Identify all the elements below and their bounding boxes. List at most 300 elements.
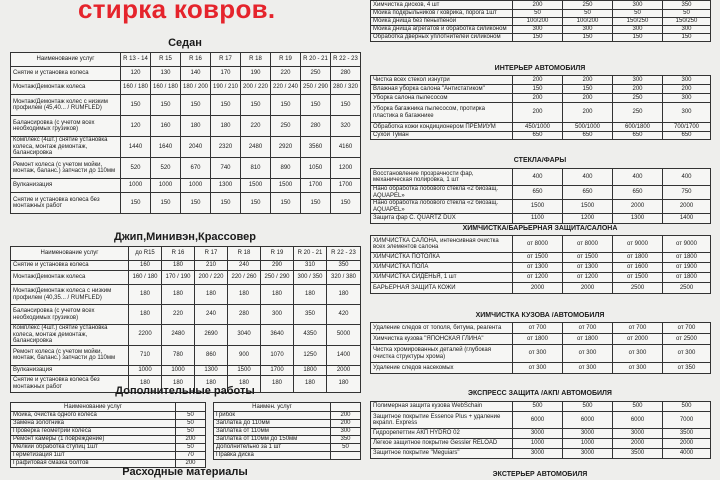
- price-cell: 180: [129, 305, 162, 325]
- price-cell: 190 / 210: [211, 81, 241, 95]
- price-cell: от 700: [663, 323, 711, 334]
- service-name-cell: Проверка геометрии колеса: [11, 428, 176, 436]
- price-cell: 50: [176, 420, 206, 428]
- table-row: [371, 34, 711, 42]
- table-row: [371, 402, 711, 412]
- service-name-cell: Нано обработка лобового стекла «2 биозащ. AQUAPEL»: [371, 186, 513, 200]
- column-header: R 22 - 23: [331, 53, 361, 67]
- price-cell: 150: [151, 95, 181, 116]
- price-cell: 1050: [301, 158, 331, 179]
- price-cell: 290: [261, 261, 294, 271]
- price-cell: от 1800: [663, 253, 711, 263]
- price-cell: от 700: [513, 323, 563, 334]
- price-cell: 2500: [663, 283, 711, 294]
- price-cell: 2000: [563, 283, 613, 294]
- price-cell: 1000: [129, 365, 162, 375]
- table-header-row: [11, 53, 361, 67]
- express-table: [370, 401, 711, 459]
- table-row: [214, 436, 361, 444]
- service-name-cell: Комплекс (4шт.) снятие установка колеса, монтаж демонтаж, балансировка: [11, 325, 129, 346]
- price-cell: 860: [195, 345, 228, 365]
- interior-table: [370, 75, 711, 140]
- price-cell: 650: [563, 186, 613, 200]
- price-cell: 280: [228, 305, 261, 325]
- table-row: [371, 323, 711, 334]
- price-cell: 200 / 220: [195, 271, 228, 285]
- price-cell: 180: [261, 375, 294, 392]
- price-cell: 810: [241, 158, 271, 179]
- price-cell: 1000: [162, 365, 195, 375]
- price-cell: 1000: [151, 179, 181, 193]
- price-cell: 150: [513, 34, 563, 42]
- table-row: [371, 334, 711, 345]
- price-cell: 180: [162, 261, 195, 271]
- price-cell: 3560: [301, 137, 331, 158]
- column-header: R 17: [211, 53, 241, 67]
- price-cell: 1400: [663, 214, 711, 224]
- price-cell: 2000: [613, 439, 663, 449]
- price-cell: 150: [613, 34, 663, 42]
- column-header: Наименование услуг: [11, 53, 121, 67]
- table-row: [371, 26, 711, 34]
- price-cell: 190: [241, 67, 271, 81]
- table-row: [11, 179, 361, 193]
- price-cell: 150: [151, 193, 181, 214]
- price-cell: 1500: [228, 365, 261, 375]
- price-cell: 300: [613, 1, 663, 10]
- price-cell: от 300: [663, 345, 711, 363]
- table-row: [371, 76, 711, 85]
- price-cell: 150: [121, 193, 151, 214]
- price-cell: от 1800: [563, 334, 613, 345]
- price-cell: 650: [663, 132, 711, 140]
- price-cell: 1500: [563, 200, 613, 214]
- price-cell: 1500: [241, 179, 271, 193]
- table-row: [11, 325, 361, 346]
- price-cell: [331, 452, 361, 460]
- price-cell: 50: [331, 444, 361, 452]
- price-cell: от 350: [663, 363, 711, 374]
- price-cell: 400: [613, 169, 663, 186]
- price-cell: 180: [129, 375, 162, 392]
- price-cell: 1300: [195, 365, 228, 375]
- price-cell: 300: [261, 305, 294, 325]
- column-header: R 18: [228, 247, 261, 261]
- price-cell: от 8000: [563, 236, 613, 253]
- column-header: [331, 403, 361, 412]
- price-cell: 200: [513, 94, 563, 103]
- table-row: [371, 253, 711, 263]
- table-header-row: [11, 247, 361, 261]
- table-row: [371, 123, 711, 132]
- column-header: [176, 403, 206, 412]
- price-cell: 600/1800: [613, 123, 663, 132]
- price-cell: 2480: [241, 137, 271, 158]
- price-cell: 1700: [331, 179, 361, 193]
- glass-table: [370, 168, 711, 224]
- column-header: R 16: [162, 247, 195, 261]
- column-header: Наименование услуг: [11, 247, 129, 261]
- service-name-cell: Заплатка до 110мм: [214, 420, 331, 428]
- price-cell: 180: [327, 285, 361, 305]
- service-name-cell: Полимерная защита кузова WebSchain: [371, 402, 513, 412]
- express-heading: ЭКСПРЕСС ЗАЩИТА /АКП/ АВТОМОБИЛЯ: [468, 390, 612, 397]
- price-cell: 2000: [663, 439, 711, 449]
- column-header: R 19: [271, 53, 301, 67]
- price-cell: 150: [181, 95, 211, 116]
- price-cell: 1200: [331, 158, 361, 179]
- price-cell: 160 / 180: [121, 81, 151, 95]
- price-cell: 160 / 180: [129, 271, 162, 285]
- service-name-cell: Удаление следов насекомых: [371, 363, 513, 374]
- service-name-cell: Гидрорепеттин АКП HYDRO 02: [371, 429, 513, 439]
- price-cell: 1200: [563, 214, 613, 224]
- sedan-heading: Седан: [168, 37, 202, 49]
- service-name-cell: Монтаж/Демонтаж колеса: [11, 81, 121, 95]
- table-row: [371, 273, 711, 283]
- service-name-cell: Герметизация 1шт: [11, 452, 176, 460]
- price-cell: 1400: [327, 345, 361, 365]
- table-row: [11, 81, 361, 95]
- service-name-cell: Уборка багажника пылесосом, протирка пластика в багажнике: [371, 103, 513, 123]
- table-row: [371, 103, 711, 123]
- price-cell: 150: [331, 95, 361, 116]
- price-cell: 150: [513, 85, 563, 94]
- service-name-cell: Монтаж/Демонтаж колеса с низким профилем (40,35... / RUMFLED): [11, 285, 129, 305]
- price-cell: 200: [563, 76, 613, 85]
- table-row: [11, 305, 361, 325]
- service-name-cell: Чистка хромированных деталей (глубокая очистка структуры хрома): [371, 345, 513, 363]
- price-cell: 1300: [613, 214, 663, 224]
- column-header: Наименование услуг: [11, 403, 176, 412]
- price-cell: от 1200: [513, 273, 563, 283]
- price-cell: 350: [327, 261, 361, 271]
- price-cell: 220: [271, 67, 301, 81]
- price-cell: 220: [162, 305, 195, 325]
- table-row: [371, 429, 711, 439]
- price-cell: 220: [241, 116, 271, 137]
- price-cell: 500: [563, 402, 613, 412]
- price-cell: 150: [301, 193, 331, 214]
- price-cell: 180: [228, 285, 261, 305]
- table-row: [11, 137, 361, 158]
- price-cell: 300: [331, 428, 361, 436]
- table-row: [371, 214, 711, 224]
- price-cell: 180: [129, 285, 162, 305]
- service-name-cell: Правка диска: [214, 452, 331, 460]
- price-cell: 150: [241, 193, 271, 214]
- table-row: [11, 412, 206, 420]
- price-cell: 240: [195, 305, 228, 325]
- column-header: R 20 - 21: [301, 53, 331, 67]
- price-cell: 250: [613, 103, 663, 123]
- service-name-cell: Мойка днища без пены/пеной: [371, 18, 513, 26]
- table-row: [214, 452, 361, 460]
- service-name-cell: Обработка кожи кондиционером ПРЕМИУМ: [371, 123, 513, 132]
- service-name-cell: Химчистка дисков, 4 шт: [371, 1, 513, 10]
- service-name-cell: Заплатка от 110мм до 150мм: [214, 436, 331, 444]
- service-name-cell: Мойка днища агрегатов и обработка силиконом: [371, 26, 513, 34]
- price-cell: от 300: [613, 345, 663, 363]
- service-name-cell: Ремонт камеры (1 повреждение): [11, 436, 176, 444]
- price-cell: 200: [331, 420, 361, 428]
- price-cell: 150: [241, 95, 271, 116]
- price-cell: 2000: [327, 365, 361, 375]
- price-cell: 3000: [613, 429, 663, 439]
- price-cell: 1000: [121, 179, 151, 193]
- price-cell: от 1600: [613, 263, 663, 273]
- price-cell: 2000: [613, 200, 663, 214]
- chem-heading: ХИМЧИСТКА/БАРЬЕРНАЯ ЗАЩИТА/САЛОНА: [462, 225, 618, 232]
- service-name-cell: Обработка дверных уплотнителей силиконом: [371, 34, 513, 42]
- price-cell: 200 / 220: [241, 81, 271, 95]
- price-cell: 150: [301, 95, 331, 116]
- price-cell: от 2000: [613, 334, 663, 345]
- price-cell: 180: [228, 375, 261, 392]
- price-cell: от 300: [513, 345, 563, 363]
- price-cell: 50: [613, 10, 663, 18]
- sedan-price-table: [10, 52, 361, 214]
- extra-left-table: [10, 402, 206, 468]
- price-cell: 890: [271, 158, 301, 179]
- price-cell: 160 / 180: [151, 81, 181, 95]
- price-cell: от 700: [563, 323, 613, 334]
- table-row: [11, 436, 206, 444]
- price-cell: 320 / 380: [327, 271, 361, 285]
- price-cell: 350: [663, 1, 711, 10]
- price-cell: 740: [211, 158, 241, 179]
- service-name-cell: Ремонт колеса (с учетом мойки, монтаж, баланс.) запчасти до 110мм: [11, 158, 121, 179]
- price-cell: 780: [162, 345, 195, 365]
- price-cell: 180: [162, 285, 195, 305]
- price-cell: 250 / 290: [301, 81, 331, 95]
- table-header-row: [11, 403, 206, 412]
- service-name-cell: Уборка салона пылесосом: [371, 94, 513, 103]
- price-cell: 300: [663, 94, 711, 103]
- price-cell: 310: [294, 261, 327, 271]
- price-cell: 180: [195, 285, 228, 305]
- column-header: R 15: [151, 53, 181, 67]
- service-name-cell: ХИМЧИСТКА САЛОНА, интенсивная очистка всех элементов салона: [371, 236, 513, 253]
- price-cell: 650: [563, 132, 613, 140]
- consumables-heading: Расходные материалы: [122, 466, 248, 478]
- price-cell: 150: [663, 34, 711, 42]
- table-row: [371, 345, 711, 363]
- price-cell: 200: [563, 94, 613, 103]
- service-name-cell: Удаление следов от тополя, битума, реагента: [371, 323, 513, 334]
- price-cell: 7000: [663, 412, 711, 429]
- price-cell: 3500: [613, 449, 663, 459]
- price-cell: 1070: [261, 345, 294, 365]
- price-cell: 5000: [327, 325, 361, 346]
- price-cell: 3500: [663, 429, 711, 439]
- service-name-cell: Заплатка от 110мм: [214, 428, 331, 436]
- service-name-cell: Сухой Туман: [371, 132, 513, 140]
- price-cell: от 1500: [563, 253, 613, 263]
- service-name-cell: Защитное покрытие Essence Plus + удаление вкрапл. Express: [371, 412, 513, 429]
- column-header: R 18: [241, 53, 271, 67]
- service-name-cell: Вулканизация: [11, 179, 121, 193]
- service-name-cell: Ремонт колеса (с учетом мойки, монтаж, баланс.) запчасти до 110мм: [11, 345, 129, 365]
- price-cell: 170: [211, 67, 241, 81]
- table-row: [371, 1, 711, 10]
- price-cell: 420: [327, 305, 361, 325]
- price-cell: 670: [181, 158, 211, 179]
- column-header: R 19: [261, 247, 294, 261]
- table-row: [371, 439, 711, 449]
- price-cell: 1700: [261, 365, 294, 375]
- price-cell: 220 / 260: [228, 271, 261, 285]
- price-cell: 4000: [663, 449, 711, 459]
- price-cell: 300: [663, 103, 711, 123]
- table-row: [11, 428, 206, 436]
- price-cell: 6000: [563, 412, 613, 429]
- service-name-cell: Вулканизация: [11, 365, 129, 375]
- service-name-cell: Легкое защитное покрытие Gessler RELOAD: [371, 439, 513, 449]
- price-cell: 250 / 290: [261, 271, 294, 285]
- column-header: R 17: [195, 247, 228, 261]
- price-cell: 100/200: [563, 18, 613, 26]
- service-name-cell: ХИМЧИСТКА СИДЕНЬЯ, 1 шт: [371, 273, 513, 283]
- price-cell: 400: [513, 169, 563, 186]
- suv-heading: Джип,Минивэн,Крассовер: [114, 231, 256, 243]
- price-cell: от 300: [563, 345, 613, 363]
- price-cell: 200: [563, 103, 613, 123]
- column-header: R 20 - 21: [294, 247, 327, 261]
- price-cell: 300: [513, 26, 563, 34]
- price-cell: 3040: [228, 325, 261, 346]
- price-cell: 500: [613, 402, 663, 412]
- price-cell: 500/1000: [563, 123, 613, 132]
- price-cell: 200: [513, 1, 563, 10]
- table-row: [371, 263, 711, 273]
- table-row: [371, 283, 711, 294]
- service-name-cell: Балансировка (с учетом всех необходимых грузиков): [11, 305, 129, 325]
- table-row: [371, 186, 711, 200]
- interior-heading: ИНТЕРЬЕР АВТОМОБИЛЯ: [494, 65, 586, 72]
- service-name-cell: Защитное покрытие "Meguiars": [371, 449, 513, 459]
- price-cell: 3000: [513, 449, 563, 459]
- column-header: R 22 - 23: [327, 247, 361, 261]
- price-cell: 180: [327, 375, 361, 392]
- table-row: [371, 10, 711, 18]
- service-name-cell: Графитовая смазка болтов: [11, 460, 176, 468]
- service-name-cell: Снятие и установка колеса: [11, 261, 129, 271]
- price-cell: 200: [613, 85, 663, 94]
- wash-table: [370, 0, 711, 42]
- price-cell: 1100: [513, 214, 563, 224]
- body-heading: ХИМЧИСТКА КУЗОВА /АВТОМОБИЛЯ: [475, 312, 605, 319]
- price-cell: от 300: [613, 363, 663, 374]
- price-cell: от 1200: [563, 273, 613, 283]
- column-header: до R15: [129, 247, 162, 261]
- price-cell: 160: [151, 116, 181, 137]
- price-cell: от 8000: [513, 236, 563, 253]
- price-cell: 2000: [663, 200, 711, 214]
- price-cell: от 1800: [663, 273, 711, 283]
- table-row: [11, 116, 361, 137]
- table-row: [371, 236, 711, 253]
- price-cell: 1000: [181, 179, 211, 193]
- price-cell: 50: [176, 412, 206, 420]
- service-name-cell: Монтаж/Демонтаж колес с низким профилем (45,40... / RUMFLED): [11, 95, 121, 116]
- service-name-cell: Снятие и установка колеса без монтажных работ: [11, 193, 121, 214]
- price-cell: 300: [613, 26, 663, 34]
- price-cell: 50: [663, 10, 711, 18]
- price-cell: 200: [331, 412, 361, 420]
- exterior-heading: ЭКСТЕРЬЕР АВТОМОБИЛЯ: [492, 471, 588, 478]
- price-cell: от 1800: [513, 334, 563, 345]
- price-cell: 1000: [513, 439, 563, 449]
- price-cell: 150: [271, 95, 301, 116]
- price-cell: 300: [613, 76, 663, 85]
- table-row: [371, 412, 711, 429]
- service-name-cell: Чистка всех стекол изнутри: [371, 76, 513, 85]
- service-name-cell: Защита фар C. QUARTZ DUX: [371, 214, 513, 224]
- price-cell: 200: [513, 76, 563, 85]
- price-cell: 2480: [162, 325, 195, 346]
- price-cell: 70: [176, 452, 206, 460]
- table-row: [11, 67, 361, 81]
- price-cell: от 1300: [563, 263, 613, 273]
- price-cell: 160: [129, 261, 162, 271]
- price-cell: 2040: [181, 137, 211, 158]
- table-row: [11, 420, 206, 428]
- service-name-cell: Нано обработка лобового стекла «2 биозащ. AQUAPEL»: [371, 200, 513, 214]
- price-cell: 500: [663, 402, 711, 412]
- price-cell: 2320: [211, 137, 241, 158]
- column-header: R 16: [181, 53, 211, 67]
- price-cell: 350: [331, 436, 361, 444]
- price-cell: 1300: [211, 179, 241, 193]
- table-row: [214, 428, 361, 436]
- table-row: [11, 95, 361, 116]
- price-cell: 300: [663, 26, 711, 34]
- price-cell: 280: [301, 116, 331, 137]
- price-cell: 2920: [271, 137, 301, 158]
- price-cell: 900: [228, 345, 261, 365]
- price-cell: 1440: [121, 137, 151, 158]
- price-cell: 520: [151, 158, 181, 179]
- price-cell: 200: [513, 103, 563, 123]
- glass-heading: СТЕКЛА/ФАРЫ: [513, 157, 567, 164]
- price-cell: 150: [563, 85, 613, 94]
- price-cell: 180 / 200: [181, 81, 211, 95]
- column-header: R 13 - 14: [121, 53, 151, 67]
- price-cell: 240: [228, 261, 261, 271]
- price-cell: 320: [331, 116, 361, 137]
- price-cell: 400: [663, 169, 711, 186]
- price-cell: от 1300: [513, 263, 563, 273]
- extra-heading: Дополнительные работы: [115, 385, 255, 397]
- column-header: Наимен. услуг: [214, 403, 331, 412]
- price-cell: от 9000: [613, 236, 663, 253]
- table-row: [11, 345, 361, 365]
- table-row: [11, 365, 361, 375]
- table-row: [371, 169, 711, 186]
- page-title: стирка ковров.: [78, 0, 276, 24]
- price-cell: 3640: [261, 325, 294, 346]
- price-cell: 180: [211, 116, 241, 137]
- suv-price-table: [10, 246, 361, 393]
- service-name-cell: Влажная уборка салона "Антистатиком": [371, 85, 513, 94]
- price-cell: 210: [195, 261, 228, 271]
- price-cell: 2200: [129, 325, 162, 346]
- table-header-row: [214, 403, 361, 412]
- price-cell: от 300: [513, 363, 563, 374]
- price-cell: 3000: [513, 429, 563, 439]
- price-cell: 200: [176, 460, 206, 468]
